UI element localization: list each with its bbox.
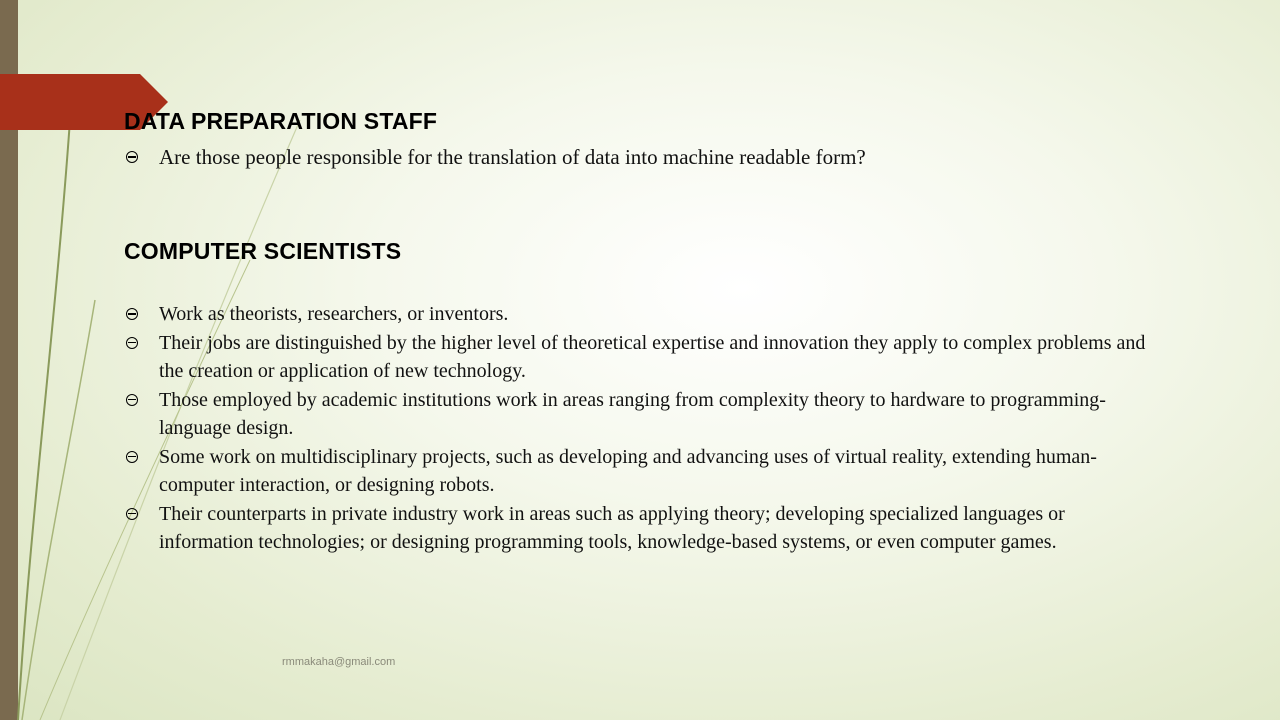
- bullet-icon: [126, 337, 138, 349]
- bullet-text: Those employed by academic institutions work in areas ranging from complexity theory to hardware to programming-language design.: [159, 388, 1106, 439]
- bullet-text: Some work on multidisciplinary projects, such as developing and advancing uses of virtual reality, extending human-computer interaction, or designing robots.: [159, 445, 1097, 496]
- list-item: [124, 143, 1144, 171]
- bullet-icon: [126, 151, 138, 163]
- list-item: [124, 300, 1164, 329]
- computer-scientists-bullet-list: [124, 300, 1164, 557]
- heading-computer-scientists: COMPUTER SCIENTISTS: [124, 238, 402, 264]
- bullet-icon: [126, 451, 138, 463]
- list-item: [124, 329, 1164, 386]
- bullet-text: Are those people responsible for the translation of data into machine readable form?: [159, 145, 866, 169]
- list-item: [124, 386, 1164, 443]
- heading-data-preparation-staff: DATA PREPARATION STAFF: [124, 108, 438, 134]
- list-item: [124, 500, 1164, 557]
- bullet-text: Their jobs are distinguished by the higher level of theoretical expertise and innovation they apply to complex problems and the creation or application of new technology.: [159, 331, 1146, 382]
- bullet-icon: [126, 308, 138, 320]
- bullet-text: Work as theorists, researchers, or inventors.: [159, 303, 509, 325]
- bullet-icon: [126, 508, 138, 520]
- list-item: [124, 443, 1164, 500]
- bullet-text: Their counterparts in private industry work in areas such as applying theory; developing specialized languages or information technologies; or designing programming tools, knowledge-based systems, or even computer games.: [159, 502, 1065, 553]
- data-preparation-bullet-list: [124, 143, 1144, 171]
- bullet-icon: [126, 394, 138, 406]
- footer-email: rmmakaha@gmail.com: [282, 656, 396, 668]
